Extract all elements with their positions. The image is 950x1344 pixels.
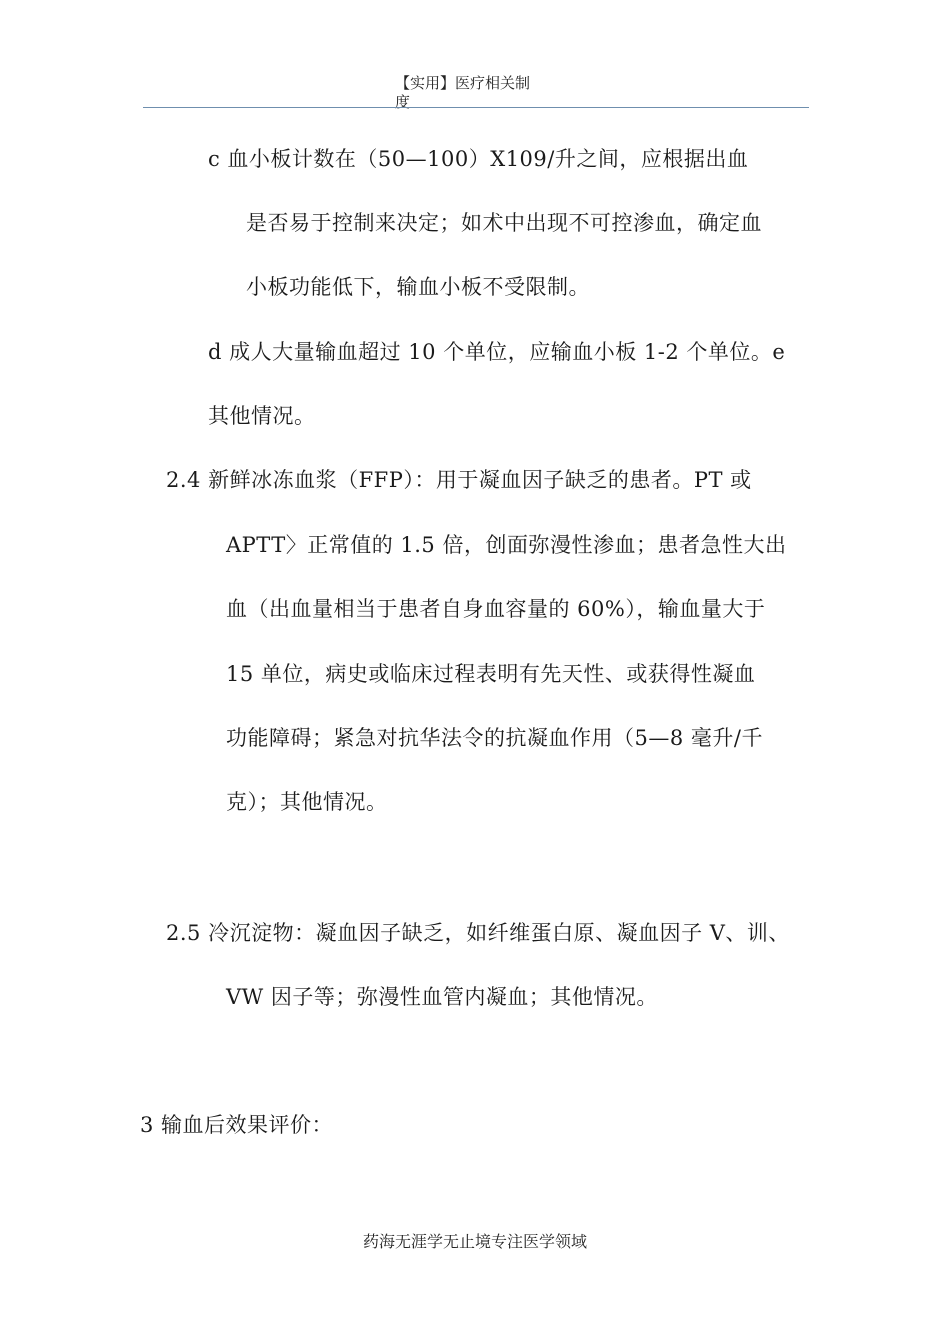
text-line: 克）；其他情况。 — [226, 790, 388, 814]
text-line: 血（出血量相当于患者自身血容量的 60%），输血量大于 — [226, 597, 766, 621]
text-line: 2.4 新鲜冰冻血浆（FFP）：用于凝血因子缺乏的患者。PT 或 — [166, 468, 752, 492]
text-line: 其他情况。 — [208, 404, 316, 428]
text-line: d 成人大量输血超过 10 个单位，应输血小板 1-2 个单位。e — [208, 340, 786, 364]
text-line: c 血小板计数在（50—100）X109/升之间，应根据出血 — [208, 147, 749, 171]
header-divider — [143, 107, 809, 108]
text-line: 小板功能低下，输血小板不受限制。 — [246, 275, 590, 299]
text-line: VW 因子等；弥漫性血管内凝血；其他情况。 — [226, 985, 658, 1009]
text-line: 是否易于控制来决定；如术中出现不可控渗血，确定血 — [246, 211, 762, 235]
text-line: APTT〉正常值的 1.5 倍，创面弥漫性渗血；患者急性大出 — [226, 533, 787, 557]
page-footer: 药海无涯学无止境专注医学领域 — [362, 1232, 587, 1251]
text-line: 功能障碍；紧急对抗华法令的抗凝血作用（5—8 毫升/千 — [226, 726, 763, 750]
header-title-line1: 【实用】医疗相关制 — [395, 74, 531, 92]
section-heading: 3 输血后效果评价： — [140, 1113, 334, 1137]
text-line: 15 单位，病史或临床过程表明有先天性、或获得性凝血 — [226, 662, 756, 686]
header-title-line2: 度 — [395, 93, 411, 111]
text-line: 2.5 冷沉淀物：凝血因子缺乏，如纤维蛋白原、凝血因子 V、训、 — [166, 921, 790, 945]
